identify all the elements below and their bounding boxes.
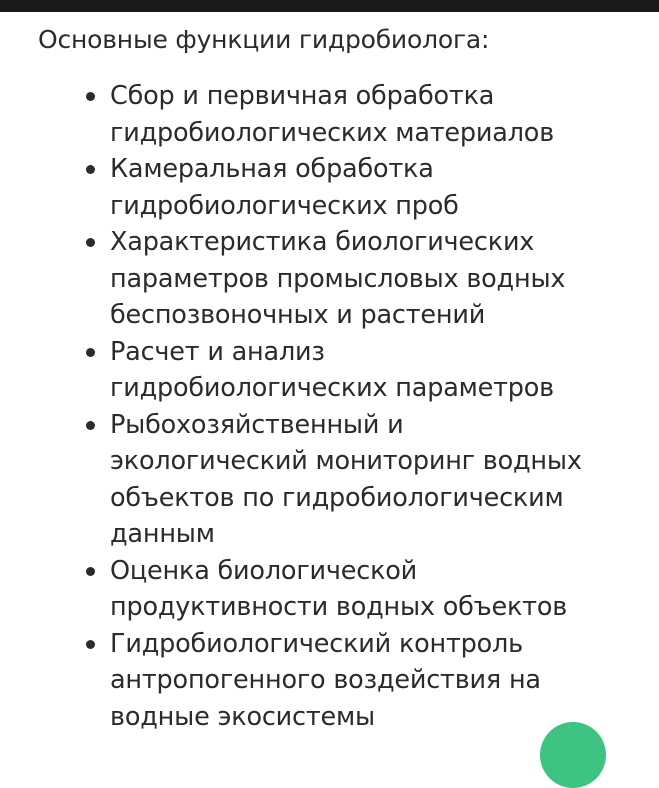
function-list-item	[38, 224, 638, 334]
floating-action-button[interactable]	[540, 722, 606, 788]
function-line: беспозвоночных и растений	[110, 300, 486, 330]
function-line: продуктивности водных объектов	[110, 592, 568, 622]
function-line: гидробиологических материалов	[110, 117, 555, 148]
function-line: параметров промысловых водных	[110, 263, 566, 294]
function-line: Расчет и анализ	[110, 336, 325, 367]
bullet-icon	[86, 567, 95, 576]
function-line: водные экосистемы	[110, 701, 375, 732]
function-line: Рыбохозяйственный и	[110, 409, 404, 440]
function-line: Характеристика биологических	[110, 227, 535, 257]
bullet-icon	[86, 92, 95, 101]
bullet-icon	[86, 348, 95, 357]
function-line: экологический мониторинг водных	[110, 446, 582, 476]
function-list-item	[38, 151, 638, 224]
intro-text: Основные функции гидробиолога:	[38, 25, 490, 54]
function-line: антропогенного воздействия на	[110, 665, 541, 695]
function-list-item	[38, 407, 638, 553]
function-line: Сбор и первичная обработка	[110, 81, 495, 111]
function-line: гидробиологических проб	[110, 190, 459, 221]
function-line: Гидробиологический контроль	[110, 628, 523, 659]
bullet-icon	[86, 165, 95, 174]
top-bar	[0, 0, 659, 12]
function-line: гидробиологических параметров	[110, 373, 555, 403]
bullet-icon	[86, 238, 95, 247]
function-line: данным	[110, 519, 215, 549]
function-line: Камеральная обработка	[110, 154, 434, 184]
bullet-icon	[86, 640, 95, 649]
bullet-icon	[86, 421, 95, 430]
message-content	[38, 22, 638, 735]
function-list-item	[38, 553, 638, 626]
function-line: объектов по гидробиологическим	[110, 482, 564, 513]
function-list-item	[38, 334, 638, 407]
functions-list	[38, 78, 638, 735]
function-list-item	[38, 626, 638, 736]
function-list-item	[38, 78, 638, 151]
function-line: Оценка биологической	[110, 555, 418, 586]
